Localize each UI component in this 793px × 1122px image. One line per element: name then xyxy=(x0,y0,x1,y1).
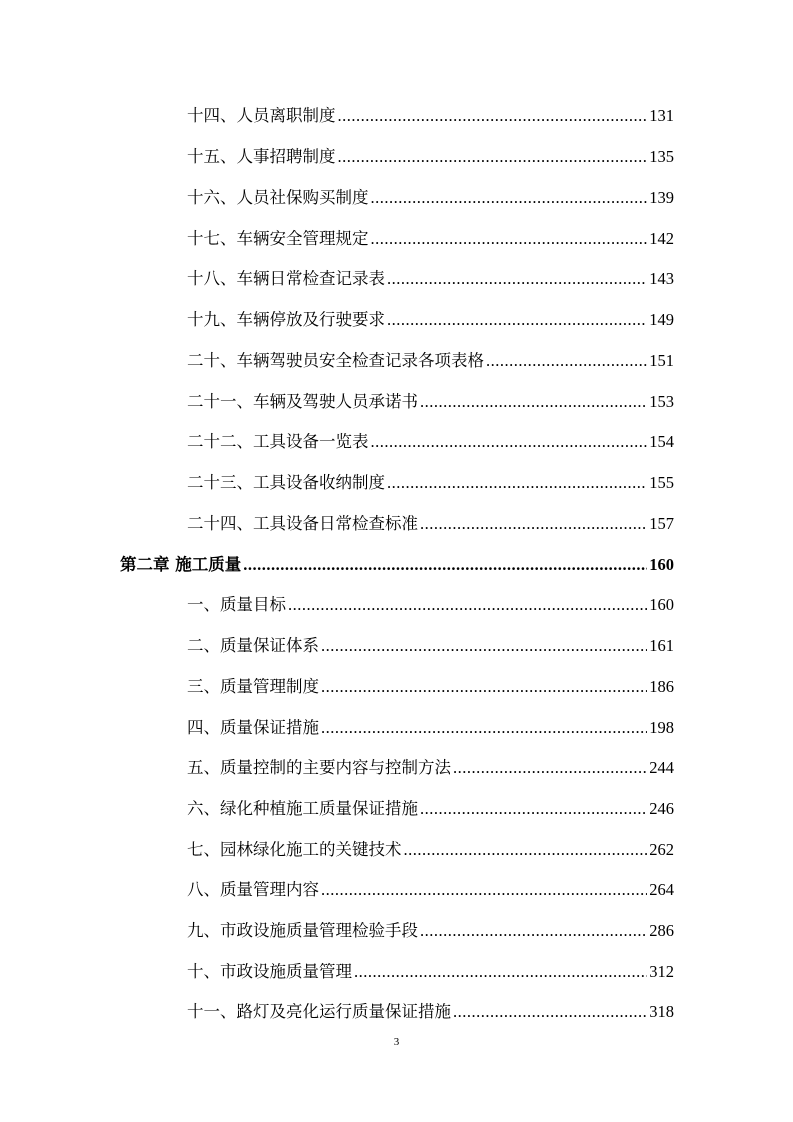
toc-entry-page: 135 xyxy=(649,147,674,166)
toc-entry-title: 九、市政设施质量管理检验手段 xyxy=(187,921,418,940)
toc-entry-title: 二十四、工具设备日常检查标准 xyxy=(187,514,418,533)
toc-entry[interactable] xyxy=(187,145,674,169)
toc-entry[interactable] xyxy=(187,186,674,210)
toc-entry-page: 286 xyxy=(649,921,674,940)
toc-entry-title: 六、绿化种植施工质量保证措施 xyxy=(187,799,418,818)
toc-entry[interactable] xyxy=(187,471,674,495)
toc-entry-page: 143 xyxy=(649,269,674,288)
toc-entry[interactable] xyxy=(187,512,674,536)
toc-leader-dots xyxy=(371,227,648,251)
toc-chapter-title: 第二章 施工质量 xyxy=(120,555,242,574)
toc-entry-page: 198 xyxy=(649,718,674,737)
toc-entry-title: 四、质量保证措施 xyxy=(187,718,319,737)
toc-leader-dots xyxy=(420,512,647,536)
toc-entry-title: 三、质量管理制度 xyxy=(187,677,319,696)
toc-entry-page: 155 xyxy=(649,473,674,492)
toc-entry-page: 161 xyxy=(649,636,674,655)
toc-entry-page: 149 xyxy=(649,310,674,329)
toc-chapter-page: 160 xyxy=(649,555,674,574)
toc-entry[interactable] xyxy=(187,227,674,251)
toc-entry-page: 264 xyxy=(649,880,674,899)
toc-entry[interactable] xyxy=(187,960,674,984)
toc-entry-page: 157 xyxy=(649,514,674,533)
toc-leader-dots xyxy=(453,756,647,780)
toc-entry-page: 153 xyxy=(649,392,674,411)
toc-entry-title: 二、质量保证体系 xyxy=(187,636,319,655)
toc-entry-title: 二十二、工具设备一览表 xyxy=(187,432,369,451)
toc-entry-title: 一、质量目标 xyxy=(187,595,286,614)
toc-chapter-entry[interactable] xyxy=(120,553,674,577)
toc-leader-dots xyxy=(288,593,647,617)
toc-entry-title: 五、质量控制的主要内容与控制方法 xyxy=(187,758,451,777)
toc-entry[interactable] xyxy=(187,838,674,862)
toc-entry[interactable] xyxy=(187,919,674,943)
toc-entry-title: 二十、车辆驾驶员安全检查记录各项表格 xyxy=(187,351,484,370)
toc-leader-dots xyxy=(420,797,647,821)
toc-entry[interactable] xyxy=(187,267,674,291)
toc-leader-dots xyxy=(338,145,648,169)
toc-entry-title: 十七、车辆安全管理规定 xyxy=(187,229,369,248)
toc-entry-page: 154 xyxy=(649,432,674,451)
toc-leader-dots xyxy=(321,634,647,658)
toc-entry-page: 160 xyxy=(649,595,674,614)
toc-entry-title: 十一、路灯及亮化运行质量保证措施 xyxy=(187,1002,451,1021)
toc-entry-title: 二十三、工具设备收纳制度 xyxy=(187,473,385,492)
toc-entry[interactable] xyxy=(187,797,674,821)
toc-entry-page: 151 xyxy=(649,351,674,370)
toc-leader-dots xyxy=(371,430,648,454)
toc-entry[interactable] xyxy=(187,308,674,332)
toc-leader-dots xyxy=(404,838,648,862)
toc-leader-dots xyxy=(387,308,647,332)
toc-leader-dots xyxy=(321,716,647,740)
toc-entry-title: 二十一、车辆及驾驶人员承诺书 xyxy=(187,392,418,411)
toc-leader-dots xyxy=(486,349,647,373)
toc-entry-title: 十五、人事招聘制度 xyxy=(187,147,336,166)
toc-entry-page: 139 xyxy=(649,188,674,207)
toc-entry[interactable] xyxy=(187,878,674,902)
toc-leader-dots xyxy=(243,553,647,577)
toc-entry-title: 十六、人员社保购买制度 xyxy=(187,188,369,207)
toc-entry[interactable] xyxy=(187,634,674,658)
toc-leader-dots xyxy=(387,471,647,495)
toc-leader-dots xyxy=(420,390,647,414)
toc-entry-page: 142 xyxy=(649,229,674,248)
toc-entry-title: 十、市政设施质量管理 xyxy=(187,962,352,981)
toc-entry-page: 186 xyxy=(649,677,674,696)
toc-entry[interactable] xyxy=(187,349,674,373)
toc-entry[interactable] xyxy=(187,104,674,128)
toc-entry-page: 262 xyxy=(649,840,674,859)
toc-leader-dots xyxy=(387,267,647,291)
toc-entry-page: 318 xyxy=(649,1002,674,1021)
toc-leader-dots xyxy=(453,1000,647,1024)
toc-entry-page: 131 xyxy=(649,106,674,125)
toc-leader-dots xyxy=(420,919,647,943)
toc-entry-page: 244 xyxy=(649,758,674,777)
toc-leader-dots xyxy=(321,675,647,699)
toc-entry[interactable] xyxy=(187,593,674,617)
toc-entry-page: 312 xyxy=(649,962,674,981)
toc-entry-title: 七、园林绿化施工的关键技术 xyxy=(187,840,402,859)
toc-entry-title: 十八、车辆日常检查记录表 xyxy=(187,269,385,288)
toc-leader-dots xyxy=(371,186,648,210)
toc-leader-dots xyxy=(338,104,648,128)
toc-entry[interactable] xyxy=(187,430,674,454)
toc-leader-dots xyxy=(354,960,647,984)
toc-entry-title: 八、质量管理内容 xyxy=(187,880,319,899)
toc-entry[interactable] xyxy=(187,390,674,414)
toc-entry[interactable] xyxy=(187,756,674,780)
toc-entry[interactable] xyxy=(187,1000,674,1024)
page-number: 3 xyxy=(393,1036,400,1048)
toc-entry[interactable] xyxy=(187,675,674,699)
toc-entry-page: 246 xyxy=(649,799,674,818)
toc-entry-title: 十四、人员离职制度 xyxy=(187,106,336,125)
toc-entry-title: 十九、车辆停放及行驶要求 xyxy=(187,310,385,329)
toc-leader-dots xyxy=(321,878,647,902)
toc-entry[interactable] xyxy=(187,716,674,740)
